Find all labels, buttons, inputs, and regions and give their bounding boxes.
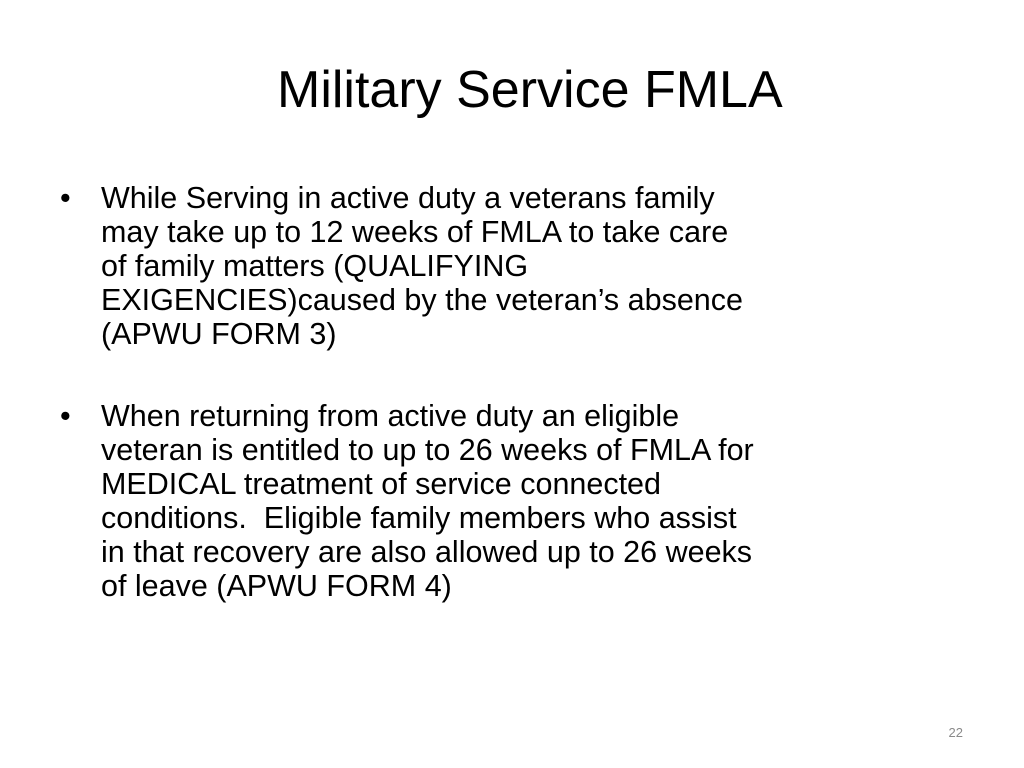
bullet-text-line: of leave (APWU FORM 4) [101,569,452,603]
bullet-item [60,399,754,603]
bullet-dot-icon: • [60,181,71,215]
bullet-text-line: in that recovery are also allowed up to 26 weeks [101,535,753,569]
bullet-text-line: While Serving in active duty a veterans family [101,181,715,215]
bullet-text-line: of family matters (QUALIFYING [101,249,529,283]
bullet-text-line: EXIGENCIES)caused by the veteran’s absence [101,283,743,317]
bullet-text-line: conditions. Eligible family members who assist [101,501,737,535]
bullet-text-line: may take up to 12 weeks of FMLA to take care [101,215,729,249]
bullet-text-line: When returning from active duty an eligible [101,399,680,433]
page-number: 22 [948,725,963,740]
bullet-dot-icon: • [60,399,71,433]
slide-title: Military Service FMLA [277,61,783,119]
bullet-list [60,181,754,603]
bullet-text-line: veteran is entitled to up to 26 weeks of FMLA for [101,433,754,467]
bullet-text-line: (APWU FORM 3) [101,317,337,351]
bullet-item [60,181,754,351]
bullet-text-line: MEDICAL treatment of service connected [101,467,661,501]
